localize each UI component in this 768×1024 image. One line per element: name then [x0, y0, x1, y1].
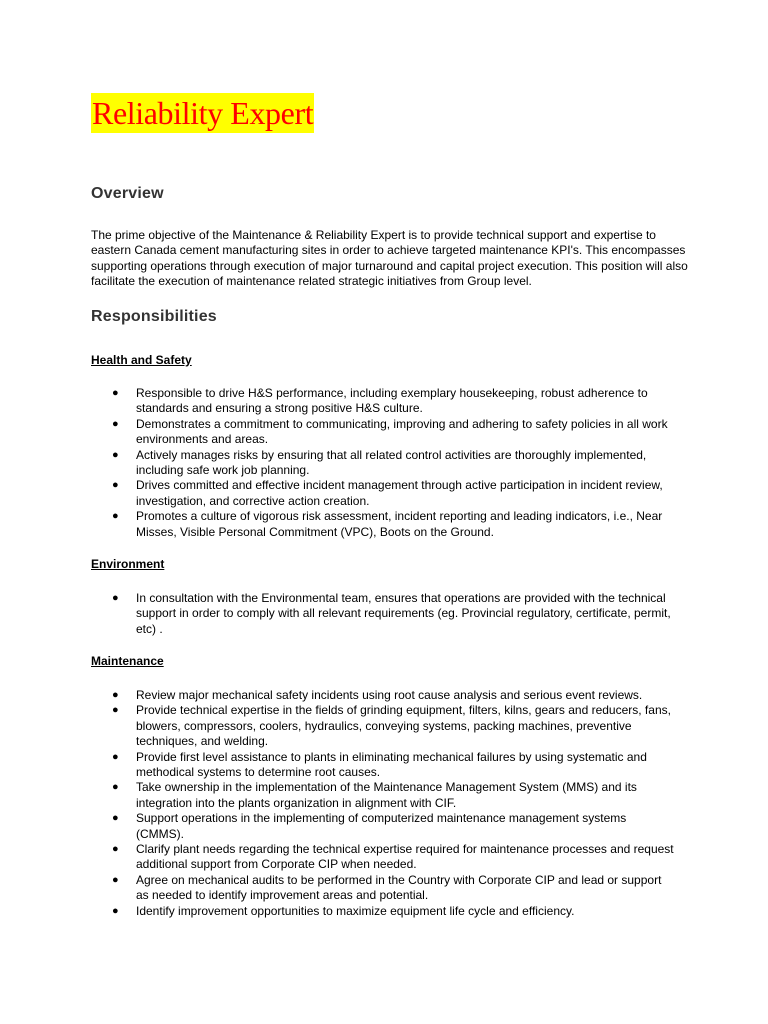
list-item: ● Support operations in the implementing of computerized maintenance management systems (CMMS).	[112, 811, 627, 841]
bullet-icon: ●	[112, 750, 119, 763]
bullet-icon: ●	[112, 448, 119, 461]
bullet-icon: ●	[112, 873, 119, 886]
list-item: ● Agree on mechanical audits to be performed in the Country with Corporate CIP and lead or support as needed to identify improvement areas and potential.	[112, 872, 662, 903]
bullet-icon: ●	[112, 689, 119, 701]
bullet-icon: ●	[112, 843, 119, 856]
bullet-icon: ●	[112, 592, 119, 604]
overview-heading: Overview	[91, 185, 164, 202]
health-safety-heading: Health and Safety	[91, 353, 192, 367]
bullet-icon: ●	[112, 417, 119, 430]
responsibilities-heading: Responsibilities	[91, 308, 217, 325]
list-item: ● Demonstrates a commitment to communicating, improving and adhering to safety policies in all work environments and areas.	[112, 416, 668, 447]
list-item: ● Identify improvement opportunities to maximize equipment life cycle and efficiency.	[112, 903, 575, 918]
environment-heading: Environment	[91, 557, 165, 571]
document-title: Reliability Expert	[92, 95, 314, 131]
bullet-icon: ●	[112, 812, 119, 825]
bullet-icon: ●	[112, 510, 119, 523]
maintenance-list	[0, 688, 676, 919]
overview-paragraph: The prime objective of the Maintenance & Reliability Expert is to provide technical support and expertise to eastern Canada cement manufacturing sites in order to achieve targeted maintenance KPI's. This encompasses supporting operations through execution of major turnaround and capital project execution. This position will also facilitate the execution of maintenance related strategic initiatives from Group level.	[91, 228, 688, 289]
environment-list	[0, 591, 676, 637]
list-item: ● Promotes a culture of vigorous risk assessment, incident reporting and leading indicators, i.e., Near Misses, Visible Personal Commitment (VPC), Boots on the Ground.	[112, 509, 663, 539]
bullet-icon: ●	[112, 704, 119, 717]
bullet-icon: ●	[112, 387, 119, 399]
list-item: ● Drives committed and effective incident management through active participation in incident review, investigation, and corrective action creation.	[112, 478, 663, 508]
list-item: ● In consultation with the Environmental team, ensures that operations are provided with the technical support in order to comply with all relevant requirements (eg. Provincial regulatory, certificate, permit, etc) .	[112, 591, 671, 636]
list-item: ● Responsible to drive H&S performance, including exemplary housekeeping, robust adherence to standards and ensuring a strong positive H&S culture.	[112, 386, 648, 416]
list-item: ● Provide technical expertise in the fields of grinding equipment, filters, kilns, gears and reducers, fans, blowers, compressors, coolers, hydraulics, conveying systems, packing machines, preventive techniques, and welding.	[112, 703, 671, 749]
list-item: ● Review major mechanical safety incidents using root cause analysis and serious event reviews.	[112, 688, 643, 702]
list-item: ● Clarify plant needs regarding the technical expertise required for maintenance processes and request additional support from Corporate CIP when needed.	[112, 842, 674, 872]
list-item: ● Actively manages risks by ensuring that all related control activities are thoroughly implemented, including safe work job planning.	[112, 447, 647, 478]
bullet-icon: ●	[112, 904, 119, 917]
bullet-icon: ●	[112, 781, 119, 794]
health-safety-list	[0, 386, 676, 540]
bullet-icon: ●	[112, 479, 119, 492]
maintenance-heading: Maintenance	[91, 654, 164, 668]
list-item: ● Take ownership in the implementation of the Maintenance Management System (MMS) and its integration into the plants organization in alignment with CIF.	[112, 780, 637, 810]
list-item: ● Provide first level assistance to plants in eliminating mechanical failures by using systematic and methodical systems to determine root causes.	[112, 749, 647, 780]
